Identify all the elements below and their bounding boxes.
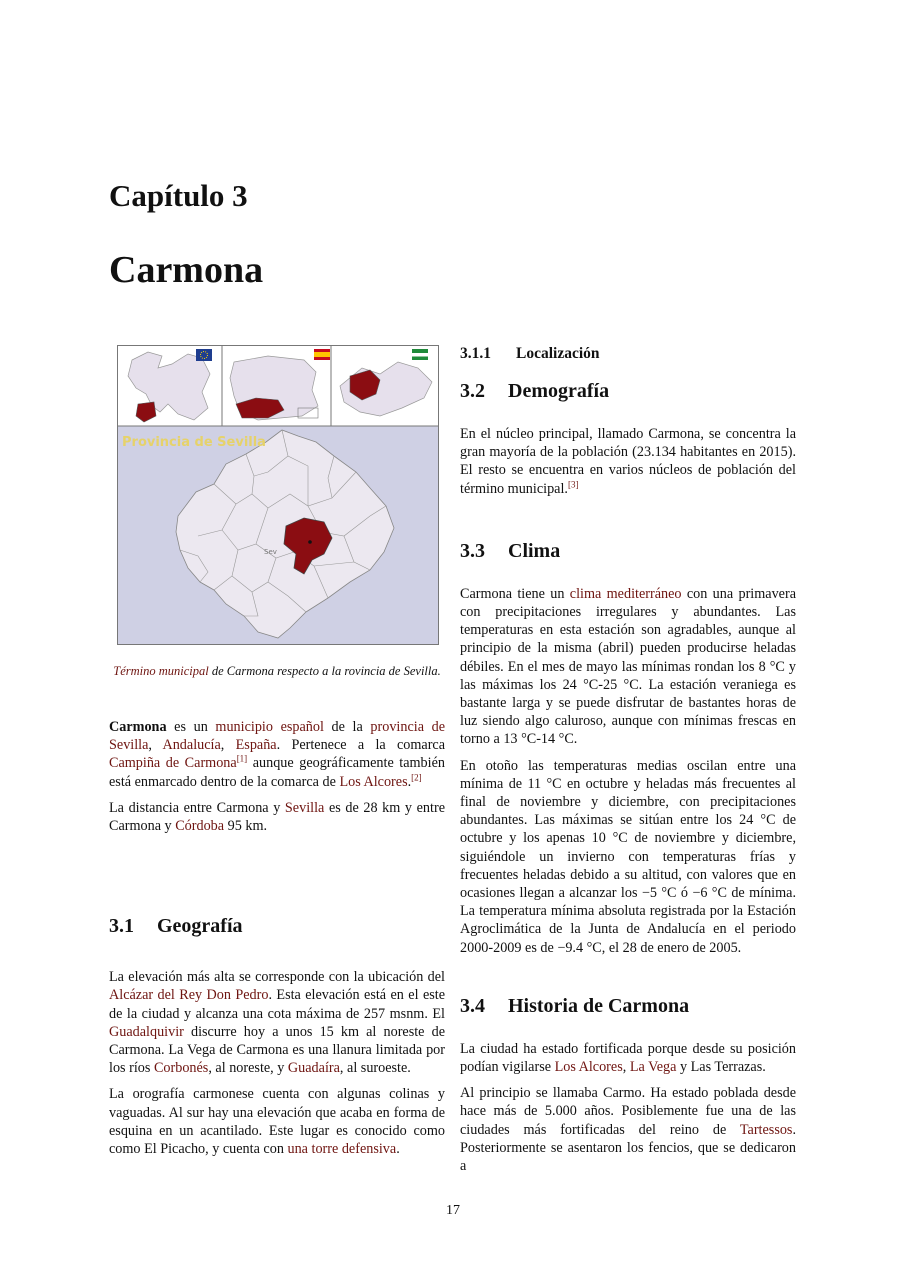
geografia-paragraph-2: La orografía carmonese cuenta con algunas colinas y vaguadas. Al sur hay una elevación que acaba en forma de esquina en un acantilado. Este lugar es conocido como como El Picacho, y cuenta con una torre defensiva. [109,1086,445,1158]
province-map [122,430,394,638]
page-number: 17 [446,1203,460,1218]
caption-text: de Carmona respecto a la rovincia de Sevilla. [208,664,441,678]
map-title-label: Provincia de Sevilla [122,435,266,450]
link-torre-defensiva[interactable]: una torre defensiva [287,1141,397,1158]
historia-paragraph-1: La ciudad ha estado fortificada porque desde su posición podían vigilarse Los Alcores, La Vega y Las Terrazas. [460,1040,796,1076]
locator-map [118,346,438,644]
clima-paragraph-1: Carmona tiene un clima mediterráneo con una primavera con precipitaciones irregulares y abundantes. Las temperaturas en esta estación son agradables, aunque al principio de la misma (abril) pueden producirse heladas débiles. En el mes de mayo las mínimas rondan los 8 °C y las máximas los 24 °C-25 °C. La estación veraniega es bastante larga y se puede disfrutar de bastantes horas de luz siendo algo caluroso, aunque con mínimas frescas en torno a 13 °C-14 °C. [460,585,796,748]
chapter-label: Capítulo 3 [109,178,248,213]
caption-link[interactable]: Término municipal [113,664,209,678]
link-clima-mediterraneo[interactable]: clima mediterráneo [569,585,682,602]
ref-1-link[interactable]: [1] [236,753,248,764]
article-subject: Carmona [109,719,167,735]
link-los-alcores-2[interactable]: Los Alcores [554,1059,623,1076]
link-andalucia[interactable]: Andalucía [162,737,221,754]
map-city-label: Sev [264,548,277,556]
heading-clima: 3.3 Clima [460,539,561,562]
heading-demografia: 3.2 Demografía [460,380,610,402]
demografia-paragraph: En el núcleo principal, llamado Carmona, se concentra la gran mayoría de la población (23.134 habitantes en 2015). El resto se encuentra en varios núcleos de población del término municipal.[3] [460,426,796,497]
heading-geografia: 3.1 Geografía [109,915,243,938]
left-column [109,345,445,1166]
ref-2-link[interactable]: [2] [411,771,422,782]
intro-paragraph-2: La distancia entre Carmona y Sevilla es de 28 km y entre Carmona y Córdoba 95 km. [109,799,445,835]
historia-paragraph-2: Al principio se llamaba Carmo. Ha estado poblada desde hace más de 5.000 años. Posiblemente fue una de las ciudades más fortificadas del reino de Tartessos. Posteriormente se asentaron los fencios, que se dedicaron a [460,1085,796,1175]
right-column [460,345,796,1183]
link-campina[interactable]: Campiña de Carmona [109,755,237,772]
intro-paragraph-1: Carmona es un municipio español de la provincia de Sevilla, Andalucía, España. Pertenece a la comarca Campiña de Carmona[1] aunque geográficamente también está enmarcado dentro de la comarca de Los Alcores.[2] [109,719,446,790]
link-tartessos[interactable]: Tartessos [739,1121,793,1138]
link-guadalquivir[interactable]: Guadalquivir [109,1023,184,1040]
link-municipio[interactable]: municipio español [215,719,324,735]
heading-localizacion: 3.1.1 Localización [460,345,600,362]
eu-flag-icon [196,349,212,361]
link-cordoba[interactable]: Córdoba [175,818,225,835]
heading-historia: 3.4 Historia de Carmona [460,994,690,1017]
geografia-paragraph-1: La elevación más alta se corresponde con la ubicación del Alcázar del Rey Don Pedro. Esta elevación está en el este de la ciudad y alcanza una cota máxima de 257 msnm. El Guadalquivir discurre hoy a unos 15 km al noreste de Carmona. La Vega de Carmona es una llanura limitada por los ríos Corbonés, al noreste, y Guadaíra, al suroeste. [109,969,445,1077]
link-corbones[interactable]: Corbonés [153,1060,209,1077]
clima-paragraph-2: En otoño las temperaturas medias oscilan entre una mínima de 11 °C en octubre y heladas más frecuentes al final de noviembre y diciembre, con precipitaciones abundantes. Las máximas se sitúan entre los 24 °C de octubre y los apenas 10 °C de noviembre y diciembre, siguiéndole un invierno con temperaturas frías y frecuentes heladas debido a su altitud, con valores que en ocasiones llegan a alcanzar los −5 °C ó −6 °C de mínima. La temperatura mínima absoluta registrada por la Estación Agroclimática de la Junta de Andalucía en el periodo 2000-2009 es de −9.4 °C, el 28 de enero de 2005. [460,757,796,956]
locator-map-figure [117,345,439,645]
figure-caption [109,663,445,680]
link-la-vega[interactable]: La Vega [629,1059,677,1076]
link-espana[interactable]: España [235,737,277,754]
link-guadaira[interactable]: Guadaíra [287,1060,340,1077]
link-alcazar[interactable]: Alcázar del Rey Don Pedro [109,987,269,1004]
link-sevilla[interactable]: Sevilla [284,799,325,816]
chapter-title: Carmona [109,249,264,291]
link-provincia[interactable]: provincia de Sevilla [109,719,446,754]
ref-3-link[interactable]: [3] [567,478,579,489]
link-los-alcores[interactable]: Los Alcores [339,773,408,790]
